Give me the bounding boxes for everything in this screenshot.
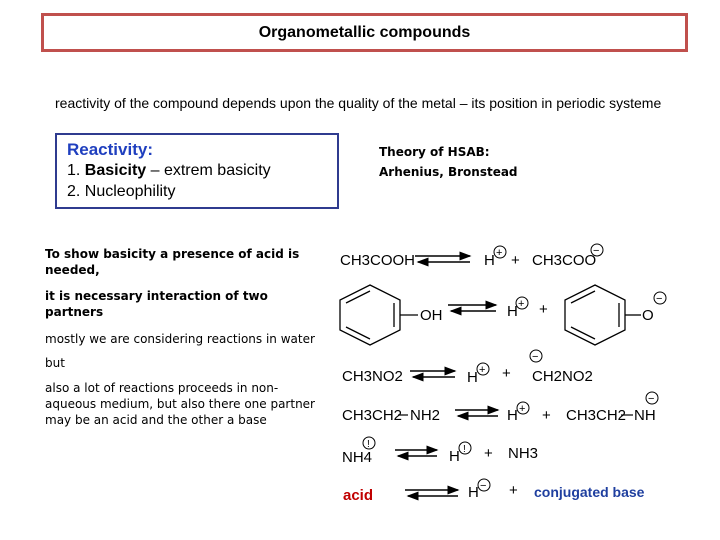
r6-plus: + xyxy=(509,482,518,499)
r5-left-charge-sign: ! xyxy=(367,439,370,450)
r1-equilibrium-arrow xyxy=(415,256,470,262)
r3-right: CH2NO2 xyxy=(532,368,593,385)
item-1-bold: Basicity xyxy=(84,162,147,179)
r6-base: conjugated base xyxy=(534,484,645,500)
r4-h: H xyxy=(507,407,518,424)
r5-h-charge-sign: ! xyxy=(463,444,466,455)
left-para-5: also a lot of reactions proceeds in non-aqueous medium, but also there one partner may be an acid and the other a base xyxy=(45,381,315,427)
item-1-number: 1. xyxy=(67,162,81,179)
r5-left: NH4 xyxy=(342,449,373,466)
reactivity-item-2: 2. Nucleophility xyxy=(67,183,176,200)
r4-nh-charge-sign: − xyxy=(648,393,655,405)
phenolate-ring xyxy=(565,285,641,345)
r2-o-charge-sign: − xyxy=(656,293,663,305)
r4-right: CH3CH2 xyxy=(566,407,627,424)
r3-plus: + xyxy=(502,365,511,382)
r5-equilibrium-arrow xyxy=(395,450,437,456)
r2-plus: + xyxy=(539,301,548,318)
r3-h-charge-sign: + xyxy=(479,364,486,376)
r4-nh2: NH2 xyxy=(410,407,441,424)
r4-left: CH3CH2 xyxy=(342,407,403,424)
r5-plus: + xyxy=(484,445,493,462)
r2-equilibrium-arrow xyxy=(448,305,496,311)
left-para-4: but xyxy=(45,356,65,370)
hsab-theory: Theory of HSAB: xyxy=(379,145,490,159)
left-para-2: it is necessary interaction of two partners xyxy=(45,289,268,319)
r6-h-charge-sign: − xyxy=(480,480,487,492)
r4-equilibrium-arrow xyxy=(455,410,498,416)
r1-plus: + xyxy=(511,252,520,269)
r3-left: CH3NO2 xyxy=(342,368,403,385)
page-title: Organometallic compounds xyxy=(258,23,471,41)
r6-equilibrium-arrow xyxy=(405,490,458,496)
left-para-3: mostly we are considering reactions in water xyxy=(45,332,315,346)
r2-h-charge-sign: + xyxy=(518,298,525,310)
r6-h: H xyxy=(468,484,479,501)
r3-h: H xyxy=(467,369,478,386)
left-para-1: To show basicity a presence of acid is needed, xyxy=(45,247,300,277)
hsab-names: Arhenius, Bronstead xyxy=(379,165,518,179)
item-1-rest: – extrem basicity xyxy=(146,162,271,179)
r6-acid: acid xyxy=(343,487,374,504)
r3-right-charge-sign: − xyxy=(532,351,539,363)
r4-nh: NH xyxy=(634,407,656,424)
r1-h-charge-sign: + xyxy=(496,247,503,259)
intro-text: reactivity of the compound depends upon the quality of the metal – its position in periodic systeme xyxy=(55,95,662,111)
phenol-ring xyxy=(340,285,418,345)
r2-oh: OH xyxy=(420,307,443,324)
reactivity-heading: Reactivity: xyxy=(67,140,153,159)
r2-o: O xyxy=(642,307,654,324)
r4-plus: + xyxy=(542,407,551,424)
r1-left: CH3COOH xyxy=(340,252,416,269)
r1-right: CH3COO xyxy=(532,252,597,269)
r4-h-charge-sign: + xyxy=(519,403,526,415)
r2-h: H xyxy=(507,303,518,320)
r1-right-charge-sign: − xyxy=(593,245,600,257)
r3-equilibrium-arrow xyxy=(410,371,455,377)
r1-h: H xyxy=(484,252,495,269)
r5-h: H xyxy=(449,448,460,465)
r5-right: NH3 xyxy=(508,445,539,462)
